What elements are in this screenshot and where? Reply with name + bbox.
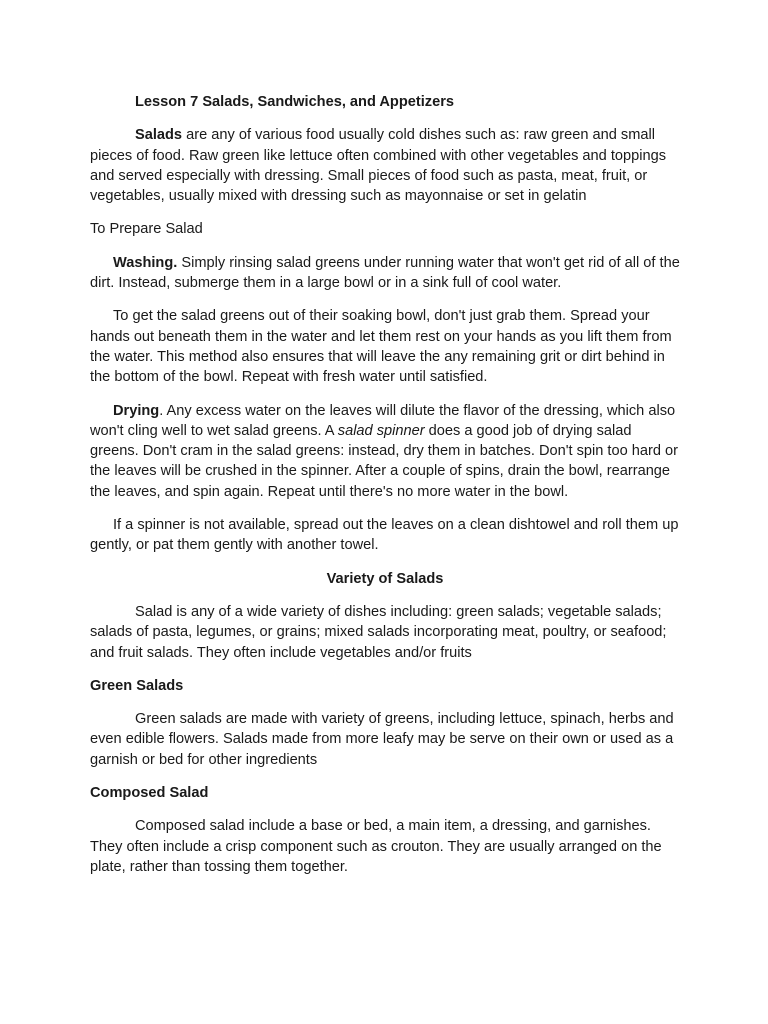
document-page	[90, 92, 680, 890]
intro-term: Salads	[135, 127, 183, 144]
soaking-paragraph: To get the salad greens out of their soaking bowl, don't just grab them. Spread your hands out beneath them in the water and let them rest on your hands as you lift them from the water. This method also ensures that will leave the any remaining grit or dirt behind in the bottom of the bowl. Repeat with fresh water until satisfied.	[90, 308, 672, 386]
green-salads-paragraph: Green salads are made with variety of greens, including lettuce, spinach, herbs and even edible flowers. Salads made from more leafy may be serve on their own or used as a garnish or bed for other ingredients	[90, 711, 674, 768]
drying-paragraph	[90, 401, 680, 502]
variety-paragraph: Salad is any of a wide variety of dishes including: green salads; vegetable salads; salads of pasta, legumes, or grains; mixed salads incorporating meat, poultry, or seafood; and fruit salads. They often include vegetables and/or fruits	[90, 603, 667, 661]
washing-term: Washing.	[113, 254, 178, 271]
drying-emphasis: salad spinner	[337, 422, 425, 439]
drying-term: Drying	[113, 402, 160, 419]
composed-salad-paragraph: Composed salad include a base or bed, a main item, a dressing, and garnishes. They often include a crisp component such as crouton. They are usually arranged on the plate, rather than tossing them together.	[90, 818, 662, 875]
composed-salad-heading: Composed Salad	[90, 785, 209, 802]
green-salads-heading: Green Salads	[90, 677, 184, 694]
lesson-title: Lesson 7 Salads, Sandwiches, and Appetizers	[135, 94, 455, 110]
washing-text: Simply rinsing salad greens under running water that won't get rid of all of the dirt. Instead, submerge them in a large bowl or in a sink full of cool water.	[90, 254, 680, 292]
variety-heading: Variety of Salads	[326, 570, 444, 587]
drying-text-before: . Any excess water on the leaves will dilute the flavor of the dressing, which also won't cling well to wet salad greens. A	[90, 402, 676, 439]
intro-text: are any of various food usually cold dishes such as: raw green and small pieces of food. Raw green like lettuce often combined with other vegetables and toppings and served especially with dressing. Small pieces of food such as pasta, meat, fruit, or vegetables, usually mixed with dressing such as mayonnaise or set in gelatin	[90, 127, 667, 205]
prepare-heading: To Prepare Salad	[90, 221, 203, 238]
drying-text-after: does a good job of drying salad greens. Don't cram in the salad greens: instead, dry them in batches. Don't spin too hard or the leaves will be crushed in the spinner. After a couple of spins, drain the bowl, rearrange the leaves, and spin again. Repeat until there's no more water in the bowl.	[90, 422, 679, 500]
spinner-paragraph: If a spinner is not available, spread out the leaves on a clean dishtowel and roll them up gently, or pat them gently with another towel.	[90, 517, 679, 554]
washing-paragraph	[90, 253, 680, 294]
intro-paragraph	[90, 125, 680, 206]
